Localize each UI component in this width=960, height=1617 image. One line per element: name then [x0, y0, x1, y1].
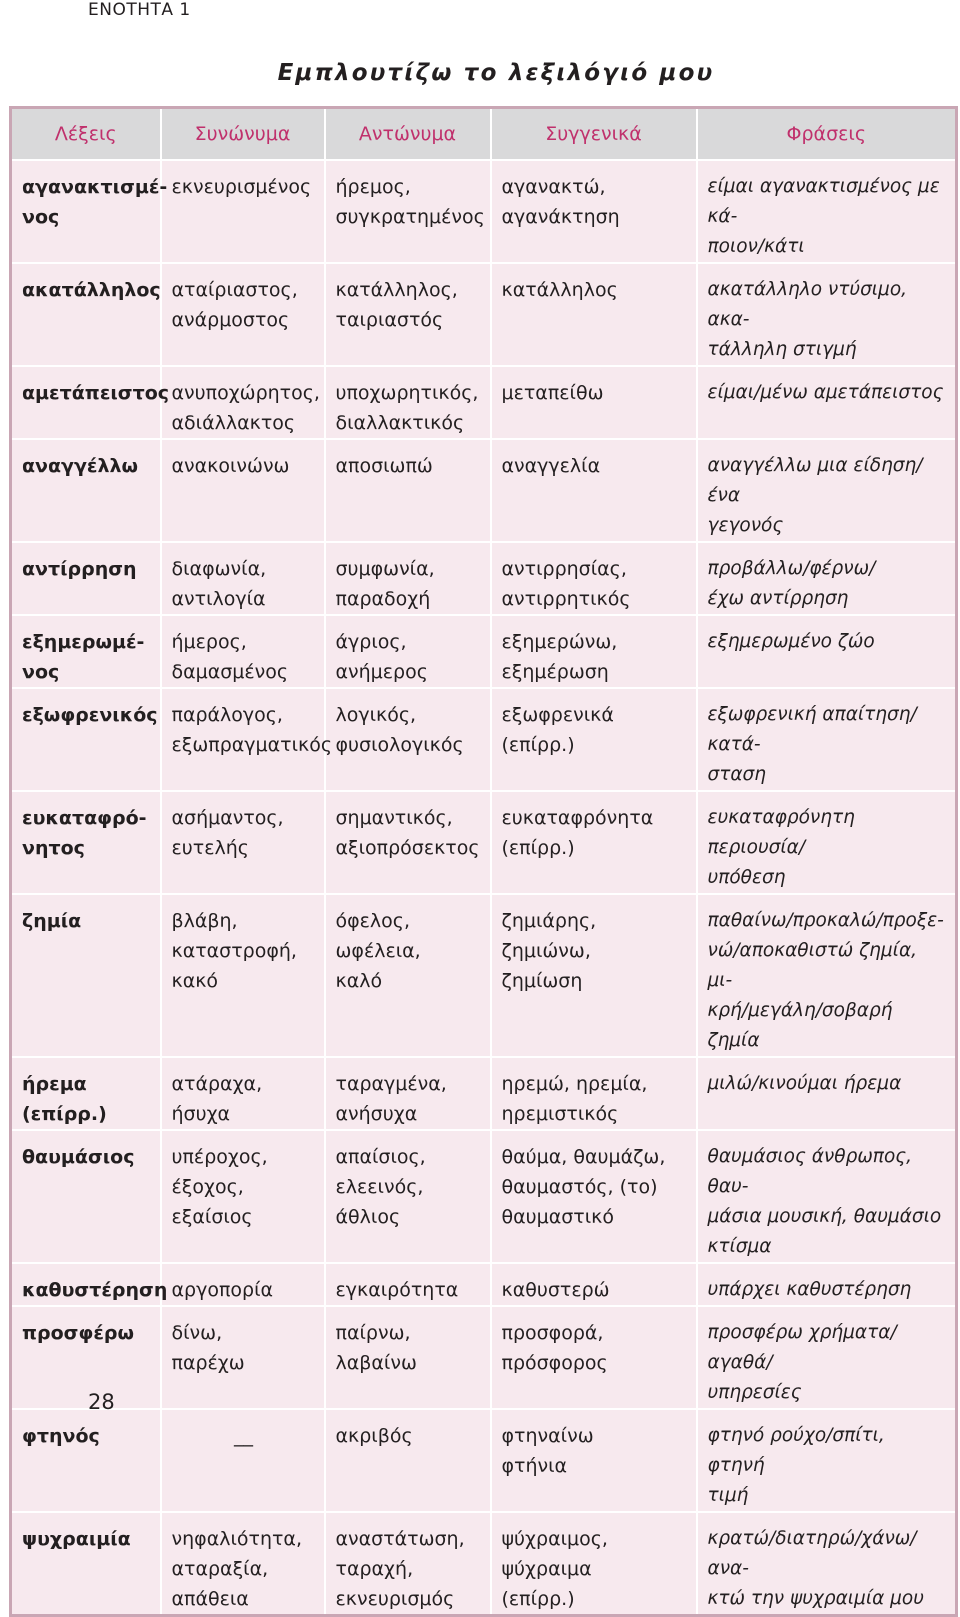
vocabulary-table: [9, 106, 958, 1617]
synonyms-cell: ανακοινώνω: [161, 439, 325, 542]
phrases-cell: είμαι αγανακτισμένος με κά- ποιον/κάτι: [697, 160, 957, 263]
phrases-cell: είμαι/μένω αμετάπειστος: [697, 366, 957, 439]
phrases-cell: κρατώ/διατηρώ/χάνω/ανα- κτώ την ψυχραιμία μου: [697, 1512, 957, 1616]
antonyms-cell: άγριος, ανήμερος: [325, 615, 491, 688]
antonyms-cell: κατάλληλος, ταιριαστός: [325, 263, 491, 366]
synonyms-cell: αργοπορία: [161, 1263, 325, 1306]
page-number: 28: [88, 1390, 115, 1414]
table-row: [11, 1306, 957, 1409]
synonyms-cell: δίνω, παρέχω: [161, 1306, 325, 1409]
table-row: [11, 894, 957, 1057]
word-cell: αντίρρηση: [11, 542, 161, 615]
antonyms-cell: εγκαιρότητα: [325, 1263, 491, 1306]
phrases-cell: αναγγέλλω μια είδηση/ένα γεγονός: [697, 439, 957, 542]
related-cell: ζημιάρης, ζημιώνω, ζημίωση: [491, 894, 697, 1057]
word-cell: εξημερωμέ- νος: [11, 615, 161, 688]
synonyms-cell: βλάβη, καταστροφή, κακό: [161, 894, 325, 1057]
synonyms-cell: αταίριαστος, ανάρμοστος: [161, 263, 325, 366]
antonyms-cell: παίρνω, λαβαίνω: [325, 1306, 491, 1409]
related-cell: κατάλληλος: [491, 263, 697, 366]
antonyms-cell: σημαντικός, αξιοπρόσεκτος: [325, 791, 491, 894]
related-cell: ευκαταφρόνητα (επίρρ.): [491, 791, 697, 894]
phrases-cell: φτηνό ρούχο/σπίτι, φτηνή τιμή: [697, 1409, 957, 1512]
header-words: Λέξεις: [11, 108, 161, 161]
antonyms-cell: ακριβός: [325, 1409, 491, 1512]
related-cell: αντιρρησίας, αντιρρητικός: [491, 542, 697, 615]
phrases-cell: παθαίνω/προκαλώ/προξε- νώ/αποκαθιστώ ζημία, μι- κρή/μεγάλη/σοβαρή ζημία: [697, 894, 957, 1057]
related-cell: φτηναίνω φτήνια: [491, 1409, 697, 1512]
related-cell: θαύμα, θαυμάζω, θαυμαστός, (το) θαυμαστικό: [491, 1130, 697, 1263]
table-row: [11, 688, 957, 791]
synonyms-cell: ατάραχα, ήσυχα: [161, 1057, 325, 1130]
phrases-cell: εξωφρενική απαίτηση/κατά- σταση: [697, 688, 957, 791]
related-cell: καθυστερώ: [491, 1263, 697, 1306]
word-cell: θαυμάσιος: [11, 1130, 161, 1263]
word-cell: ευκαταφρό- νητος: [11, 791, 161, 894]
table-row: [11, 1263, 957, 1306]
word-cell: καθυστέρηση: [11, 1263, 161, 1306]
related-cell: ηρεμώ, ηρεμία, ηρεμιστικός: [491, 1057, 697, 1130]
header-synonyms: Συνώνυμα: [161, 108, 325, 161]
related-cell: εξημερώνω, εξημέρωση: [491, 615, 697, 688]
table-row: [11, 439, 957, 542]
synonyms-cell: ανυποχώρητος, αδιάλλακτος: [161, 366, 325, 439]
table-row: [11, 791, 957, 894]
table-row: [11, 542, 957, 615]
word-cell: προσφέρω: [11, 1306, 161, 1409]
phrases-cell: ευκαταφρόνητη περιουσία/ υπόθεση: [697, 791, 957, 894]
header-antonyms: Αντώνυμα: [325, 108, 491, 161]
table-row: [11, 1512, 957, 1616]
antonyms-cell: ταραγμένα, ανήσυχα: [325, 1057, 491, 1130]
related-cell: προσφορά, πρόσφορος: [491, 1306, 697, 1409]
word-cell: ζημία: [11, 894, 161, 1057]
synonyms-cell: __: [161, 1409, 325, 1512]
synonyms-cell: ασήμαντος, ευτελής: [161, 791, 325, 894]
word-cell: ήρεμα (επίρρ.): [11, 1057, 161, 1130]
synonyms-cell: εκνευρισμένος: [161, 160, 325, 263]
phrases-cell: ακατάλληλο ντύσιμο, ακα- τάλληλη στιγμή: [697, 263, 957, 366]
synonyms-cell: νηφαλιότητα, αταραξία, απάθεια: [161, 1512, 325, 1616]
antonyms-cell: αποσιωπώ: [325, 439, 491, 542]
related-cell: μεταπείθω: [491, 366, 697, 439]
synonyms-cell: διαφωνία, αντιλογία: [161, 542, 325, 615]
related-cell: αγανακτώ, αγανάκτηση: [491, 160, 697, 263]
table-row: [11, 615, 957, 688]
table-header-row: [11, 108, 957, 161]
header-related: Συγγενικά: [491, 108, 697, 161]
word-cell: ακατάλληλος: [11, 263, 161, 366]
synonyms-cell: υπέροχος, έξοχος, εξαίσιος: [161, 1130, 325, 1263]
table-row: [11, 160, 957, 263]
table-row: [11, 263, 957, 366]
word-cell: εξωφρενικός: [11, 688, 161, 791]
table-row: [11, 1409, 957, 1512]
phrases-cell: εξημερωμένο ζώο: [697, 615, 957, 688]
phrases-cell: προβάλλω/φέρνω/ έχω αντίρρηση: [697, 542, 957, 615]
antonyms-cell: ήρεμος, συγκρατημένος: [325, 160, 491, 263]
synonyms-cell: παράλογος, εξωπραγματικός: [161, 688, 325, 791]
antonyms-cell: αναστάτωση, ταραχή, εκνευρισμός: [325, 1512, 491, 1616]
related-cell: εξωφρενικά (επίρρ.): [491, 688, 697, 791]
table-row: [11, 1057, 957, 1130]
chapter-label: ΕΝΟΤΗΤΑ 1: [88, 0, 191, 20]
phrases-cell: μιλώ/κινούμαι ήρεμα: [697, 1057, 957, 1130]
antonyms-cell: λογικός, φυσιολογικός: [325, 688, 491, 791]
phrases-cell: υπάρχει καθυστέρηση: [697, 1263, 957, 1306]
page-title: Εμπλουτίζω το λεξιλόγιό μου: [277, 60, 715, 86]
antonyms-cell: απαίσιος, ελεεινός, άθλιος: [325, 1130, 491, 1263]
synonyms-cell: ήμερος, δαμασμένος: [161, 615, 325, 688]
word-cell: αναγγέλλω: [11, 439, 161, 542]
word-cell: φτηνός: [11, 1409, 161, 1512]
table-row: [11, 1130, 957, 1263]
word-cell: αγανακτισμέ- νος: [11, 160, 161, 263]
header-phrases: Φράσεις: [697, 108, 957, 161]
phrases-cell: προσφέρω χρήματα/αγαθά/ υπηρεσίες: [697, 1306, 957, 1409]
table-row: [11, 366, 957, 439]
antonyms-cell: όφελος, ωφέλεια, καλό: [325, 894, 491, 1057]
antonyms-cell: υποχωρητικός, διαλλακτικός: [325, 366, 491, 439]
word-cell: αμετάπειστος: [11, 366, 161, 439]
phrases-cell: θαυμάσιος άνθρωπος, θαυ- μάσια μουσική, θαυμάσιο κτίσμα: [697, 1130, 957, 1263]
word-cell: ψυχραιμία: [11, 1512, 161, 1616]
antonyms-cell: συμφωνία, παραδοχή: [325, 542, 491, 615]
related-cell: ψύχραιμος, ψύχραιμα (επίρρ.): [491, 1512, 697, 1616]
related-cell: αναγγελία: [491, 439, 697, 542]
